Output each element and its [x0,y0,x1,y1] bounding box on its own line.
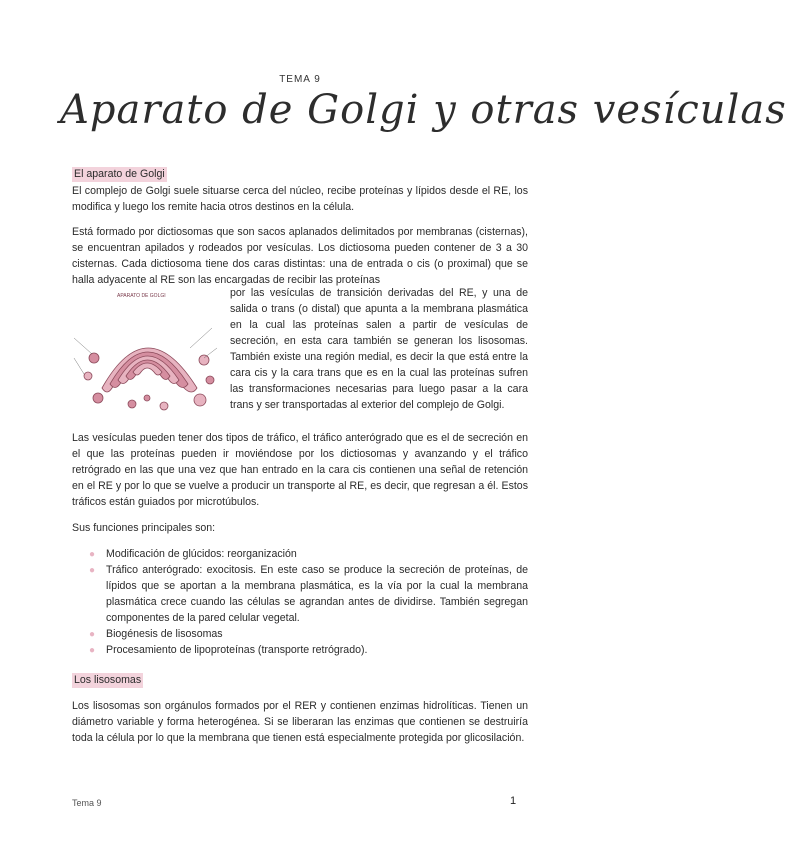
function-text: Modificación de glúcidos: reorganización [106,548,297,560]
lisosomas-heading: Los lisosomas [74,674,142,686]
bullet-icon: ● [89,565,96,576]
functions-list [72,546,528,658]
page-number: 1 [510,795,517,807]
bullet-icon: ● [89,645,96,656]
list-item [72,562,528,626]
golgi-traffic [72,430,528,658]
function-text: Biogénesis de lisosomas [106,628,223,640]
lisosomas-section [72,672,528,746]
list-item [72,546,528,562]
function-text: Procesamiento de lipoproteínas (transporte retrógrado). [106,644,368,656]
golgi-paragraph-2-wrap: por las vesículas de transición derivadas del RE, y una de salida o trans (o distal) que apunta a la membrana plasmática en la cual las proteínas salen a partir de vesículas de secreción, en esta cara también se generan los lisosomas. También existe una región medial, es decir la que está entre la cara cis y la cara trans que es en la cual las proteínas sufren las transformaciones necesarias para luego pasar a la cara trans y ser transportadas al exterior del complejo de Golgi. [230,287,528,411]
tema-label: TEMA 9 [279,74,321,85]
golgi-section [72,166,528,288]
golgi-diagram-svg [72,288,222,418]
function-text: Tráfico anterógrado: exocitosis. En este caso se produce la secreción de proteínas, de lípidos que se aportan a la membrana plasmática, es la vía por la cual la membrana plasmática crece cuando las células se agrandan antes de dividirse. También segregan componentes de la pared celular vegetal. [106,564,528,624]
bullet-icon: ● [89,549,96,560]
lisosomas-paragraph: Los lisosomas son orgánulos formados por el RER y contienen enzimas hidrolíticas. Tienen un diámetro variable y forma heterogénea. Si se liberaran las enzimas que contienen se destruiría toda la célula por lo que la membrana que tienen está especialmente protegida por glicosilación. [72,700,528,744]
golgi-paragraph-2: Está formado por dictiosomas que son sacos aplanados delimitados por membranas (cisternas), se encuentran apilados y rodeados por vesículas. Los dictiosoma pueden contener de 3 a 30 cisternas. Cada dictiosoma tiene dos caras distintas: una de entrada o cis (o proximal) que se halla adyacente al RE son las encargadas de recibir las proteínas [72,226,528,286]
page-title: Aparato de Golgi y otras vesículas [60,87,787,133]
golgi-diagram [72,288,222,418]
footer-topic: Tema 9 [72,798,102,808]
golgi-paragraph-3: Las vesículas pueden tener dos tipos de tráfico, el tráfico anterógrado que es el de secreción en el que las proteínas pueden ir moviéndose por los dictiosomas y avanzando y el tráfico retrógrado en las que una vez que han entrado en la cara cis contienen una señal de retención en el RE y por lo que se vuelve a producir un transporte al RE, es decir, que regresan a él. Estos tráficos están guiados por microtúbulos. [72,432,528,508]
list-item [72,642,528,658]
list-item [72,626,528,642]
functions-intro: Sus funciones principales son: [72,522,216,534]
bullet-icon: ● [89,629,96,640]
diagram-label: APARATO DE GOLGI [117,293,166,299]
golgi-heading: El aparato de Golgi [74,168,165,180]
golgi-paragraph-1: El complejo de Golgi suele situarse cerca del núcleo, recibe proteínas y lípidos desde el RE, los modifica y luego los remite hacia otros destinos en la célula. [72,185,528,213]
